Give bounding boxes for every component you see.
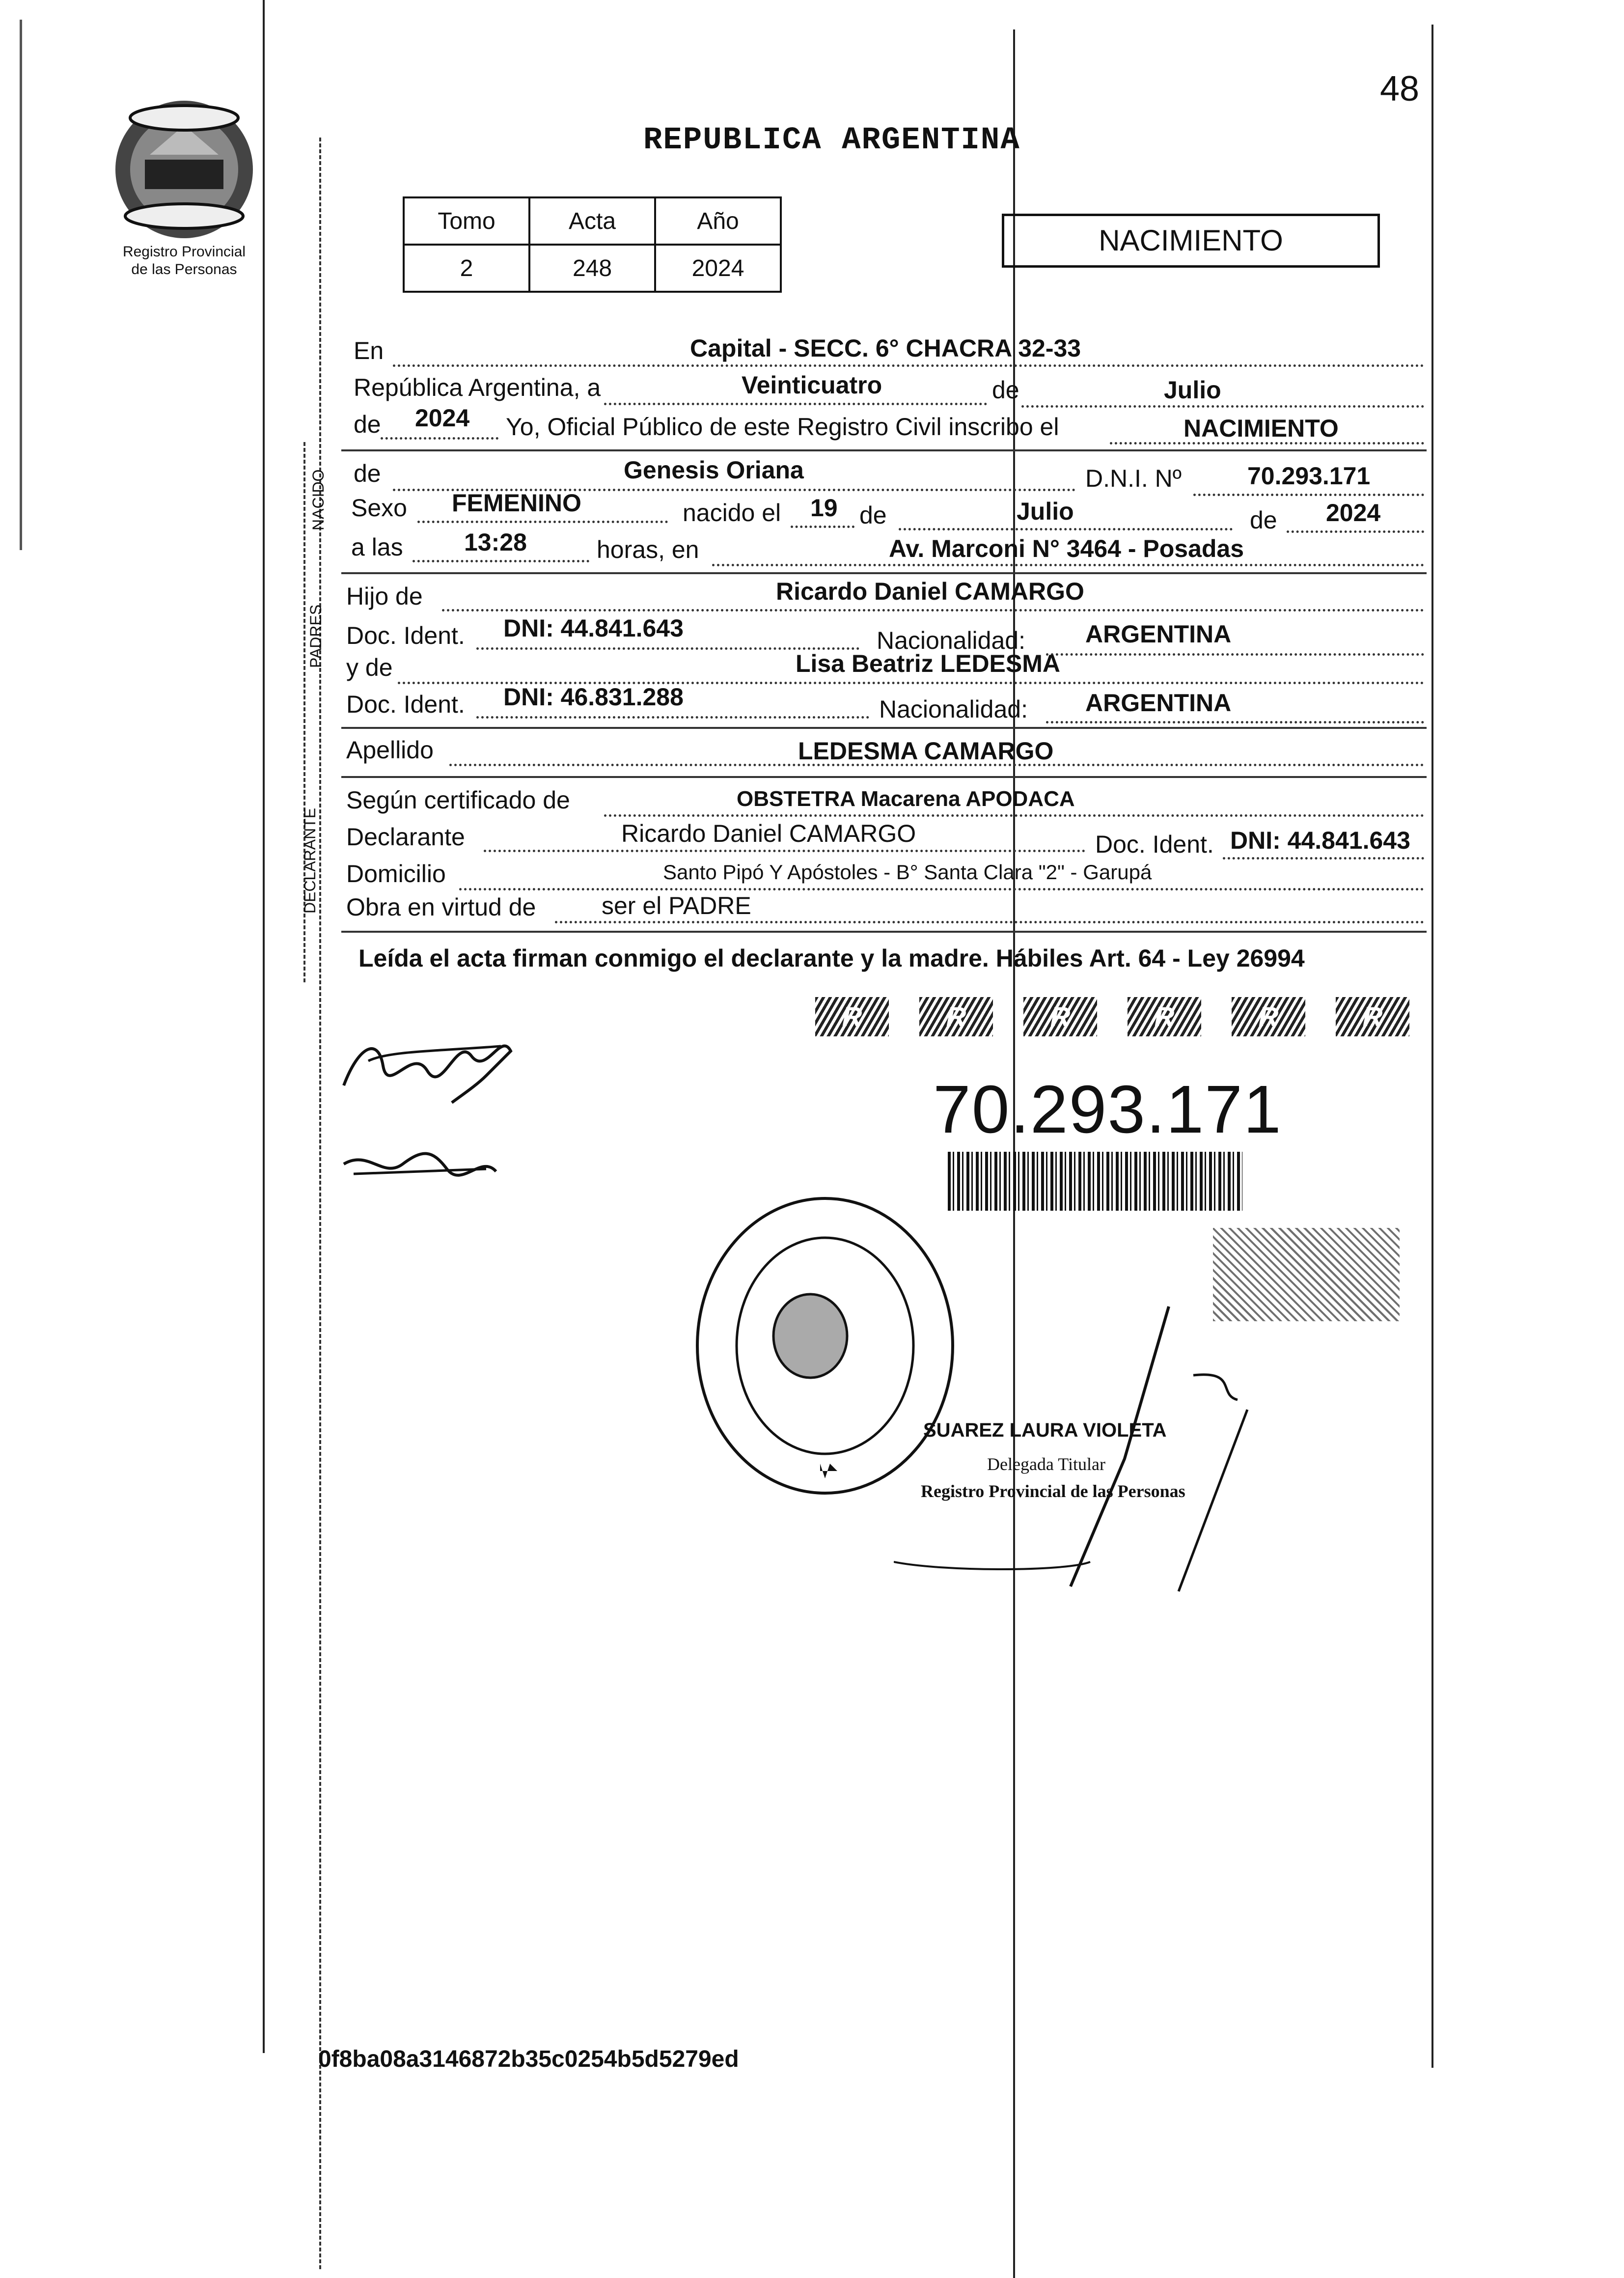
lugar-value: Av. Marconi N° 3464 - Posadas — [889, 535, 1244, 562]
edge-mark — [20, 20, 22, 550]
declarante-value: Ricardo Daniel CAMARGO — [621, 820, 916, 847]
domicilio-label: Domicilio — [346, 860, 446, 888]
document-heading: REPUBLICA ARGENTINA — [643, 123, 1020, 158]
side-label-declarante: DECLARANTE — [301, 807, 319, 914]
dia-value: Veinticuatro — [742, 371, 882, 399]
mes-dots — [1021, 405, 1424, 408]
apellido-label: Apellido — [346, 736, 434, 764]
nacido-dia-dots — [791, 526, 854, 528]
doc1-label: Doc. Ident. — [346, 622, 465, 649]
en-dots — [393, 364, 1424, 367]
inscribo-text: Yo, Oficial Público de este Registro Civil inscribo el — [506, 413, 1059, 441]
side-label-nacido: NACIDO — [309, 469, 327, 530]
nac1-dots — [1046, 653, 1424, 656]
certificado-value: OBSTETRA Macarena APODACA — [737, 787, 1075, 811]
yde-label: y de — [346, 654, 393, 681]
anio-value: 2024 — [415, 404, 470, 432]
nacido-dia: 19 — [810, 494, 838, 522]
nacido-anio-dots — [1287, 530, 1424, 533]
acta-value: 248 — [529, 245, 655, 292]
right-margin-rule — [1431, 25, 1433, 2068]
mother-signature — [339, 1135, 501, 1189]
registry-logo-caption — [96, 243, 273, 278]
nacido-label: nacido el — [683, 499, 781, 527]
nacido-mes-dots — [899, 528, 1233, 530]
obra-dots — [555, 921, 1424, 923]
nacido-de2-label: de — [1250, 506, 1277, 534]
doc3-dots — [1223, 857, 1424, 860]
reading-notice: Leída el acta firman conmigo el declarante y la madre. Hábiles Art. 64 - Ley 26994 — [358, 945, 1305, 972]
domicilio-dots — [459, 888, 1424, 890]
nac2-value: ARGENTINA — [1085, 689, 1232, 717]
dni-value: 70.293.171 — [1247, 462, 1371, 490]
nacido-mes: Julio — [1017, 498, 1074, 525]
official-role: Delegada Titular — [987, 1454, 1105, 1474]
declarante-dots — [484, 850, 1085, 852]
nac2-label: Nacionalidad: — [879, 695, 1028, 723]
inner-margin-dash — [319, 138, 321, 2269]
de-label: de — [992, 376, 1019, 404]
nombre-value: Genesis Oriana — [624, 456, 804, 484]
madre-value: Lisa Beatriz LEDESMA — [796, 650, 1061, 677]
logo-caption-line2: de las Personas — [131, 261, 237, 278]
tomo-header: Tomo — [404, 197, 529, 245]
document-type-box: NACIMIENTO — [1002, 214, 1380, 268]
sexo-label: Sexo — [351, 494, 407, 522]
security-mark: R — [1336, 997, 1409, 1036]
doc2-value: DNI: 46.831.288 — [503, 683, 684, 711]
official-name: SUAREZ LAURA VIOLETA — [923, 1419, 1167, 1441]
obra-value: ser el PADRE — [602, 892, 751, 919]
padre-value: Ricardo Daniel CAMARGO — [776, 578, 1084, 605]
document-hash: 0f8ba08a3146872b35c0254b5d5279ed — [318, 2046, 739, 2072]
anio-value: 2024 — [655, 245, 781, 292]
domicilio-value: Santo Pipó Y Apóstoles - B° Santa Clara "2" - Garupá — [663, 861, 1152, 884]
dia-dots — [604, 403, 987, 405]
separator-declarante-bottom — [341, 931, 1427, 933]
security-mark: R — [1023, 997, 1097, 1036]
doc2-label: Doc. Ident. — [346, 691, 465, 718]
acta-header: Acta — [529, 197, 655, 245]
separator-nacido-bottom — [341, 572, 1427, 574]
padre-dots — [442, 609, 1424, 611]
doc2-dots — [476, 716, 869, 719]
dni-dots — [1193, 494, 1424, 496]
page-number: 48 — [1380, 69, 1420, 109]
nacido-de-label: de — [859, 501, 887, 529]
anio-dots — [381, 437, 498, 440]
en-label: En — [354, 337, 384, 364]
security-mark: R — [815, 997, 889, 1036]
republica-label: República Argentina, a — [354, 374, 601, 401]
anio-header: Año — [655, 197, 781, 245]
separator-padres-bottom — [341, 727, 1427, 729]
doc3-label: Doc. Ident. — [1095, 831, 1214, 858]
certificado-label: Según certificado de — [346, 786, 570, 814]
registry-table — [403, 196, 782, 293]
registry-table-values — [404, 245, 781, 292]
separator-apellido-bottom — [341, 776, 1427, 778]
barcode — [948, 1152, 1242, 1211]
security-mark: R — [1128, 997, 1201, 1036]
nacido-anio: 2024 — [1326, 499, 1381, 527]
en-value: Capital - SECC. 6° CHACRA 32-33 — [690, 334, 1081, 362]
logo-caption-line1: Registro Provincial — [122, 244, 246, 260]
certificado-dots — [604, 814, 1424, 817]
anio-label: de — [354, 411, 381, 438]
nac1-label: Nacionalidad: — [877, 627, 1025, 654]
registry-table-header — [404, 197, 781, 245]
sexo-value: FEMENINO — [452, 489, 581, 517]
id-number-large: 70.293.171 — [933, 1072, 1282, 1147]
official-signature — [894, 1297, 1287, 1601]
security-strip — [815, 997, 1409, 1036]
mes-value: Julio — [1164, 376, 1221, 404]
nac2-dots — [1046, 721, 1424, 723]
side-label-padres: PADRES — [307, 604, 325, 668]
doc1-value: DNI: 44.841.643 — [503, 614, 684, 642]
province-seal-logo — [110, 96, 258, 243]
hora-value: 13:28 — [464, 528, 527, 556]
horas-label: horas, en — [597, 536, 699, 563]
security-mark: R — [1232, 997, 1305, 1036]
alas-label: a las — [351, 533, 403, 561]
security-mark: R — [919, 997, 993, 1036]
sexo-dots — [417, 521, 668, 523]
obra-label: Obra en virtud de — [346, 893, 536, 921]
left-margin-rule — [263, 0, 265, 2053]
declarant-signature — [339, 1017, 521, 1105]
dni-label: D.N.I. Nº — [1085, 465, 1182, 492]
declarante-label: Declarante — [346, 823, 465, 851]
separator-nacido-top — [341, 449, 1427, 451]
lugar-dots — [712, 564, 1424, 566]
hijo-label: Hijo de — [346, 583, 423, 610]
nac1-value: ARGENTINA — [1085, 620, 1232, 648]
official-office: Registro Provincial de las Personas — [921, 1481, 1185, 1501]
hora-dots — [413, 560, 589, 562]
apellido-value: LEDESMA CAMARGO — [798, 737, 1054, 765]
tomo-value: 2 — [404, 245, 529, 292]
inscribo-value: NACIMIENTO — [1184, 415, 1339, 442]
nombre-label: de — [354, 460, 381, 487]
doc3-value: DNI: 44.841.643 — [1230, 827, 1410, 854]
